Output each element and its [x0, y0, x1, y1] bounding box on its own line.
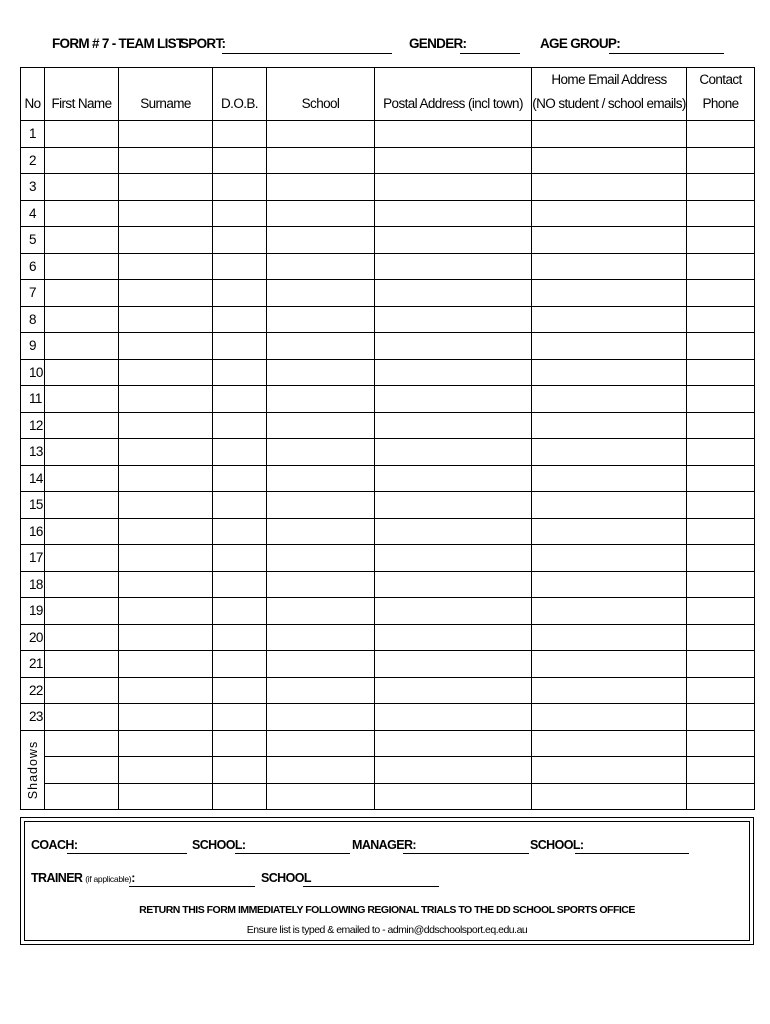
contact-phone-cell[interactable]	[687, 545, 755, 572]
table-row	[21, 280, 755, 307]
table-row	[21, 677, 755, 704]
shadow-dob-cell[interactable]	[213, 757, 267, 784]
if-applicable-note: (if applicable)	[85, 874, 132, 884]
shadow-dob-cell[interactable]	[213, 730, 267, 757]
shadow-surname-cell[interactable]	[119, 783, 213, 810]
col-contact-line1: Contact	[699, 72, 742, 87]
table-row	[21, 518, 755, 545]
col-postal-address: Postal Address (incl town)	[375, 68, 532, 121]
col-school: School	[267, 68, 375, 121]
surname-cell[interactable]	[119, 147, 213, 174]
manager-field[interactable]	[403, 853, 529, 854]
return-instruction: RETURN THIS FORM IMMEDIATELY FOLLOWING REGIONAL TRIALS TO THE DD SCHOOL SPORTS OFFICE	[139, 904, 635, 916]
first-name-cell[interactable]	[45, 280, 119, 307]
coach-school-label: SCHOOL:	[192, 838, 246, 852]
shadow-first-name-cell[interactable]	[45, 783, 119, 810]
home-email-cell[interactable]	[532, 492, 687, 519]
gender-label: GENDER:	[409, 36, 467, 51]
surname-cell[interactable]	[119, 704, 213, 731]
row-number: 5	[21, 227, 45, 254]
postal-address-cell[interactable]	[375, 651, 532, 678]
home-email-cell[interactable]	[532, 359, 687, 386]
first-name-cell[interactable]	[45, 677, 119, 704]
manager-label: MANAGER:	[352, 838, 416, 852]
dob-cell[interactable]	[213, 651, 267, 678]
footer-box	[20, 817, 754, 945]
home-email-cell[interactable]	[532, 147, 687, 174]
postal-address-cell[interactable]	[375, 174, 532, 201]
row-number: 18	[21, 571, 45, 598]
email-instruction: Ensure list is typed & emailed to - admin@ddschoolsport.eq.edu.au	[246, 924, 528, 936]
dob-cell[interactable]	[213, 545, 267, 572]
row-number: 23	[21, 704, 45, 731]
col-no: No	[21, 68, 45, 121]
first-name-cell[interactable]	[45, 412, 119, 439]
school-cell[interactable]	[267, 439, 375, 466]
table-row	[21, 704, 755, 731]
age-group-label: AGE GROUP:	[540, 36, 621, 51]
surname-cell[interactable]	[119, 227, 213, 254]
row-number: 8	[21, 306, 45, 333]
contact-phone-cell[interactable]	[687, 651, 755, 678]
row-number: 7	[21, 280, 45, 307]
dob-cell[interactable]	[213, 306, 267, 333]
shadow-home-email-cell[interactable]	[532, 757, 687, 784]
surname-cell[interactable]	[119, 174, 213, 201]
first-name-cell[interactable]	[45, 518, 119, 545]
home-email-cell[interactable]	[532, 518, 687, 545]
trainer-school-field[interactable]	[303, 886, 439, 887]
postal-address-cell[interactable]	[375, 359, 532, 386]
school-cell[interactable]	[267, 359, 375, 386]
dob-cell[interactable]	[213, 439, 267, 466]
contact-phone-cell[interactable]	[687, 227, 755, 254]
first-name-cell[interactable]	[45, 200, 119, 227]
surname-cell[interactable]	[119, 253, 213, 280]
dob-cell[interactable]	[213, 280, 267, 307]
contact-phone-cell[interactable]	[687, 492, 755, 519]
dob-cell[interactable]	[213, 253, 267, 280]
surname-cell[interactable]	[119, 624, 213, 651]
school-cell[interactable]	[267, 624, 375, 651]
postal-address-cell[interactable]	[375, 412, 532, 439]
postal-address-cell[interactable]	[375, 677, 532, 704]
first-name-cell[interactable]	[45, 571, 119, 598]
postal-address-cell[interactable]	[375, 598, 532, 625]
first-name-cell[interactable]	[45, 545, 119, 572]
col-home-email	[532, 68, 687, 121]
table-row	[21, 598, 755, 625]
home-email-cell[interactable]	[532, 174, 687, 201]
surname-cell[interactable]	[119, 677, 213, 704]
table-row	[21, 465, 755, 492]
shadow-postal-address-cell[interactable]	[375, 730, 532, 757]
shadow-postal-address-cell[interactable]	[375, 783, 532, 810]
shadow-row	[21, 757, 755, 784]
surname-cell[interactable]	[119, 386, 213, 413]
dob-cell[interactable]	[213, 386, 267, 413]
table-row	[21, 200, 755, 227]
contact-phone-cell[interactable]	[687, 571, 755, 598]
surname-cell[interactable]	[119, 121, 213, 148]
shadow-contact-phone-cell[interactable]	[687, 730, 755, 757]
table-row	[21, 571, 755, 598]
table-row	[21, 121, 755, 148]
table-row	[21, 333, 755, 360]
postal-address-cell[interactable]	[375, 624, 532, 651]
first-name-cell[interactable]	[45, 333, 119, 360]
shadow-school-cell[interactable]	[267, 730, 375, 757]
row-number: 12	[21, 412, 45, 439]
gender-field[interactable]	[460, 53, 520, 54]
table-row	[21, 624, 755, 651]
shadow-school-cell[interactable]	[267, 757, 375, 784]
home-email-cell[interactable]	[532, 121, 687, 148]
home-email-cell[interactable]	[532, 704, 687, 731]
trainer-colon: :	[131, 871, 135, 885]
contact-phone-cell[interactable]	[687, 624, 755, 651]
dob-cell[interactable]	[213, 465, 267, 492]
postal-address-cell[interactable]	[375, 147, 532, 174]
row-number: 21	[21, 651, 45, 678]
first-name-cell[interactable]	[45, 253, 119, 280]
postal-address-cell[interactable]	[375, 227, 532, 254]
first-name-cell[interactable]	[45, 174, 119, 201]
home-email-cell[interactable]	[532, 333, 687, 360]
surname-cell[interactable]	[119, 571, 213, 598]
table-row	[21, 306, 755, 333]
first-name-cell[interactable]	[45, 598, 119, 625]
dob-cell[interactable]	[213, 174, 267, 201]
row-number: 1	[21, 121, 45, 148]
school-cell[interactable]	[267, 571, 375, 598]
contact-phone-cell[interactable]	[687, 359, 755, 386]
shadow-first-name-cell[interactable]	[45, 730, 119, 757]
postal-address-cell[interactable]	[375, 704, 532, 731]
col-dob: D.O.B.	[213, 68, 267, 121]
trainer-school-label: SCHOOL	[261, 871, 311, 885]
first-name-cell[interactable]	[45, 704, 119, 731]
contact-phone-cell[interactable]	[687, 439, 755, 466]
school-cell[interactable]	[267, 518, 375, 545]
shadows-cell	[21, 730, 45, 810]
surname-cell[interactable]	[119, 333, 213, 360]
school-cell[interactable]	[267, 492, 375, 519]
dob-cell[interactable]	[213, 412, 267, 439]
postal-address-cell[interactable]	[375, 386, 532, 413]
col-first-name: First Name	[45, 68, 119, 121]
school-cell[interactable]	[267, 386, 375, 413]
home-email-cell[interactable]	[532, 306, 687, 333]
dob-cell[interactable]	[213, 492, 267, 519]
school-cell[interactable]	[267, 704, 375, 731]
school-cell[interactable]	[267, 545, 375, 572]
first-name-cell[interactable]	[45, 147, 119, 174]
coach-field[interactable]	[67, 853, 187, 854]
home-email-cell[interactable]	[532, 677, 687, 704]
postal-address-cell[interactable]	[375, 306, 532, 333]
dob-cell[interactable]	[213, 677, 267, 704]
table-row	[21, 412, 755, 439]
postal-address-cell[interactable]	[375, 280, 532, 307]
shadow-contact-phone-cell[interactable]	[687, 757, 755, 784]
row-number: 6	[21, 253, 45, 280]
contact-phone-cell[interactable]	[687, 412, 755, 439]
row-number: 22	[21, 677, 45, 704]
row-number: 14	[21, 465, 45, 492]
home-email-cell[interactable]	[532, 253, 687, 280]
school-cell[interactable]	[267, 280, 375, 307]
footer-inner-border	[24, 821, 750, 941]
manager-school-label: SCHOOL:	[530, 838, 584, 852]
first-name-cell[interactable]	[45, 386, 119, 413]
table-row	[21, 492, 755, 519]
row-number: 2	[21, 147, 45, 174]
dob-cell[interactable]	[213, 200, 267, 227]
home-email-cell[interactable]	[532, 465, 687, 492]
shadow-surname-cell[interactable]	[119, 730, 213, 757]
postal-address-cell[interactable]	[375, 492, 532, 519]
contact-phone-cell[interactable]	[687, 200, 755, 227]
col-surname: Surname	[119, 68, 213, 121]
age-group-field[interactable]	[609, 53, 724, 54]
postal-address-cell[interactable]	[375, 439, 532, 466]
home-email-cell[interactable]	[532, 651, 687, 678]
table-row	[21, 386, 755, 413]
postal-address-cell[interactable]	[375, 200, 532, 227]
first-name-cell[interactable]	[45, 439, 119, 466]
col-contact-line2: Phone	[702, 96, 739, 111]
school-cell[interactable]	[267, 677, 375, 704]
postal-address-cell[interactable]	[375, 571, 532, 598]
first-name-cell[interactable]	[45, 121, 119, 148]
contact-phone-cell[interactable]	[687, 598, 755, 625]
shadow-home-email-cell[interactable]	[532, 783, 687, 810]
shadow-first-name-cell[interactable]	[45, 757, 119, 784]
surname-cell[interactable]	[119, 518, 213, 545]
postal-address-cell[interactable]	[375, 253, 532, 280]
school-cell[interactable]	[267, 412, 375, 439]
row-number: 10	[21, 359, 45, 386]
manager-school-field[interactable]	[575, 853, 689, 854]
surname-cell[interactable]	[119, 280, 213, 307]
school-cell[interactable]	[267, 253, 375, 280]
contact-phone-cell[interactable]	[687, 253, 755, 280]
shadow-postal-address-cell[interactable]	[375, 757, 532, 784]
school-cell[interactable]	[267, 147, 375, 174]
contact-phone-cell[interactable]	[687, 465, 755, 492]
shadow-row	[21, 730, 755, 757]
postal-address-cell[interactable]	[375, 518, 532, 545]
row-number: 9	[21, 333, 45, 360]
col-home-email-line1: Home Email Address	[551, 72, 667, 87]
surname-cell[interactable]	[119, 492, 213, 519]
row-number: 20	[21, 624, 45, 651]
dob-cell[interactable]	[213, 121, 267, 148]
dob-cell[interactable]	[213, 624, 267, 651]
row-number: 4	[21, 200, 45, 227]
contact-phone-cell[interactable]	[687, 333, 755, 360]
home-email-cell[interactable]	[532, 624, 687, 651]
row-number: 16	[21, 518, 45, 545]
contact-phone-cell[interactable]	[687, 704, 755, 731]
surname-cell[interactable]	[119, 439, 213, 466]
contact-phone-cell[interactable]	[687, 518, 755, 545]
postal-address-cell[interactable]	[375, 121, 532, 148]
surname-cell[interactable]	[119, 651, 213, 678]
postal-address-cell[interactable]	[375, 465, 532, 492]
school-cell[interactable]	[267, 227, 375, 254]
contact-phone-cell[interactable]	[687, 174, 755, 201]
surname-cell[interactable]	[119, 200, 213, 227]
school-cell[interactable]	[267, 598, 375, 625]
contact-phone-cell[interactable]	[687, 280, 755, 307]
postal-address-cell[interactable]	[375, 545, 532, 572]
home-email-cell[interactable]	[532, 412, 687, 439]
surname-cell[interactable]	[119, 359, 213, 386]
trainer-field[interactable]	[129, 886, 255, 887]
home-email-cell[interactable]	[532, 280, 687, 307]
row-number: 3	[21, 174, 45, 201]
sport-field[interactable]	[222, 53, 392, 54]
table-row	[21, 147, 755, 174]
dob-cell[interactable]	[213, 147, 267, 174]
table-row	[21, 227, 755, 254]
dob-cell[interactable]	[213, 227, 267, 254]
home-email-cell[interactable]	[532, 439, 687, 466]
school-cell[interactable]	[267, 121, 375, 148]
trainer-label	[31, 871, 135, 885]
contact-phone-cell[interactable]	[687, 386, 755, 413]
team-list-table	[20, 67, 755, 810]
col-home-email-line2: (NO student / school emails)	[532, 96, 686, 111]
dob-cell[interactable]	[213, 333, 267, 360]
coach-school-field[interactable]	[235, 853, 350, 854]
first-name-cell[interactable]	[45, 359, 119, 386]
postal-address-cell[interactable]	[375, 333, 532, 360]
home-email-cell[interactable]	[532, 598, 687, 625]
surname-cell[interactable]	[119, 598, 213, 625]
surname-cell[interactable]	[119, 545, 213, 572]
dob-cell[interactable]	[213, 598, 267, 625]
row-number: 13	[21, 439, 45, 466]
shadow-school-cell[interactable]	[267, 783, 375, 810]
form-title: FORM # 7 - TEAM LIST	[52, 36, 184, 51]
row-number: 11	[21, 386, 45, 413]
first-name-cell[interactable]	[45, 492, 119, 519]
contact-phone-cell[interactable]	[687, 677, 755, 704]
row-number: 15	[21, 492, 45, 519]
first-name-cell[interactable]	[45, 651, 119, 678]
school-cell[interactable]	[267, 200, 375, 227]
table-header-row	[21, 68, 755, 121]
shadow-surname-cell[interactable]	[119, 757, 213, 784]
table-row	[21, 174, 755, 201]
shadow-dob-cell[interactable]	[213, 783, 267, 810]
col-contact-phone	[687, 68, 755, 121]
first-name-cell[interactable]	[45, 465, 119, 492]
home-email-cell[interactable]	[532, 571, 687, 598]
surname-cell[interactable]	[119, 412, 213, 439]
dob-cell[interactable]	[213, 704, 267, 731]
first-name-cell[interactable]	[45, 624, 119, 651]
shadow-home-email-cell[interactable]	[532, 730, 687, 757]
shadows-label: Shadows	[25, 740, 40, 799]
dob-cell[interactable]	[213, 359, 267, 386]
sport-label: SPORT:	[180, 36, 226, 51]
contact-phone-cell[interactable]	[687, 121, 755, 148]
home-email-cell[interactable]	[532, 386, 687, 413]
school-cell[interactable]	[267, 174, 375, 201]
table-row	[21, 359, 755, 386]
school-cell[interactable]	[267, 465, 375, 492]
shadow-contact-phone-cell[interactable]	[687, 783, 755, 810]
coach-label: COACH:	[31, 838, 78, 852]
table-row	[21, 545, 755, 572]
trainer-label-text: TRAINER	[31, 871, 83, 885]
table-row	[21, 439, 755, 466]
dob-cell[interactable]	[213, 571, 267, 598]
school-cell[interactable]	[267, 306, 375, 333]
home-email-cell[interactable]	[532, 545, 687, 572]
home-email-cell[interactable]	[532, 200, 687, 227]
contact-phone-cell[interactable]	[687, 306, 755, 333]
school-cell[interactable]	[267, 333, 375, 360]
surname-cell[interactable]	[119, 465, 213, 492]
table-row	[21, 651, 755, 678]
row-number: 17	[21, 545, 45, 572]
home-email-cell[interactable]	[532, 227, 687, 254]
contact-phone-cell[interactable]	[687, 147, 755, 174]
first-name-cell[interactable]	[45, 306, 119, 333]
surname-cell[interactable]	[119, 306, 213, 333]
shadow-row	[21, 783, 755, 810]
dob-cell[interactable]	[213, 518, 267, 545]
table-row	[21, 253, 755, 280]
first-name-cell[interactable]	[45, 227, 119, 254]
school-cell[interactable]	[267, 651, 375, 678]
row-number: 19	[21, 598, 45, 625]
